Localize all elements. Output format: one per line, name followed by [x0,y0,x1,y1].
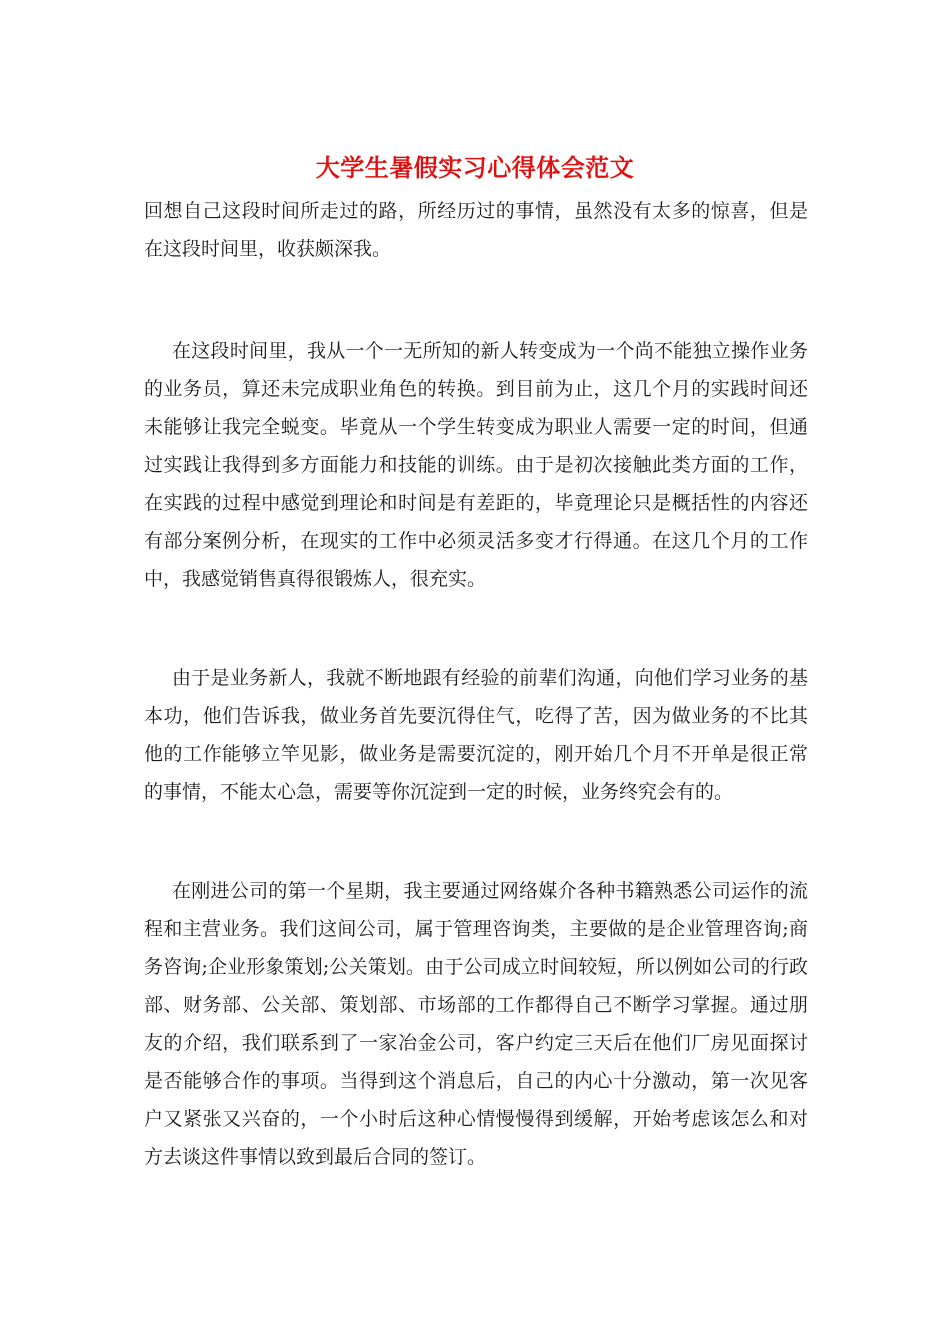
paragraph-intro: 回想自己这段时间所走过的路，所经历过的事情，虽然没有太多的惊喜，但是在这段时间里，收获颇深我。 [144,200,808,260]
document-title: 大学生暑假实习心得体会范文 [315,153,635,182]
paragraph-learning: 由于是业务新人，我就不断地跟有经验的前辈们沟通，向他们学习业务的基本功，他们告诉我，做业务首先要沉得住气，吃得了苦，因为做业务的不比其他的工作能够立竿见影，做业务是需要沉淀的，刚开始几个月不开单是很正常的事情，不能太心急，需要等你沉淀到一定的时候，业务终究会有的。 [144,667,808,803]
paragraph-first-week: 在刚进公司的第一个星期，我主要通过网络媒介各种书籍熟悉公司运作的流程和主营业务。我们这间公司，属于管理咨询类，主要做的是企业管理咨询;商务咨询;企业形象策划;公关策划。由于公司成立时间较短，所以例如公司的行政部、财务部、公关部、策划部、市场部的工作都得自己不断学习掌握。通过朋友的介绍，我们联系到了一家冶金公司，客户约定三天后在他们厂房见面探讨是否能够合作的事项。当得到这个消息后，自己的内心十分激动，第一次见客户又紧张又兴奋的，一个小时后这种心情慢慢得到缓解，开始考虑该怎么和对方去谈这件事情以致到最后合同的签订。 [144,880,808,1168]
paragraph-transition: 在这段时间里，我从一个一无所知的新人转变成为一个尚不能独立操作业务的业务员，算还未完成职业角色的转换。到目前为止，这几个月的实践时间还未能够让我完全蜕变。毕竟从一个学生转变成为职业人需要一定的时间，但通过实践让我得到多方面能力和技能的训练。由于是初次接触此类方面的工作，在实践的过程中感觉到理论和时间是有差距的，毕竟理论只是概括性的内容还有部分案例分析，在现实的工作中必须灵活多变才行得通。在这几个月的工作中，我感觉销售真得很锻炼人，很充实。 [144,340,808,590]
